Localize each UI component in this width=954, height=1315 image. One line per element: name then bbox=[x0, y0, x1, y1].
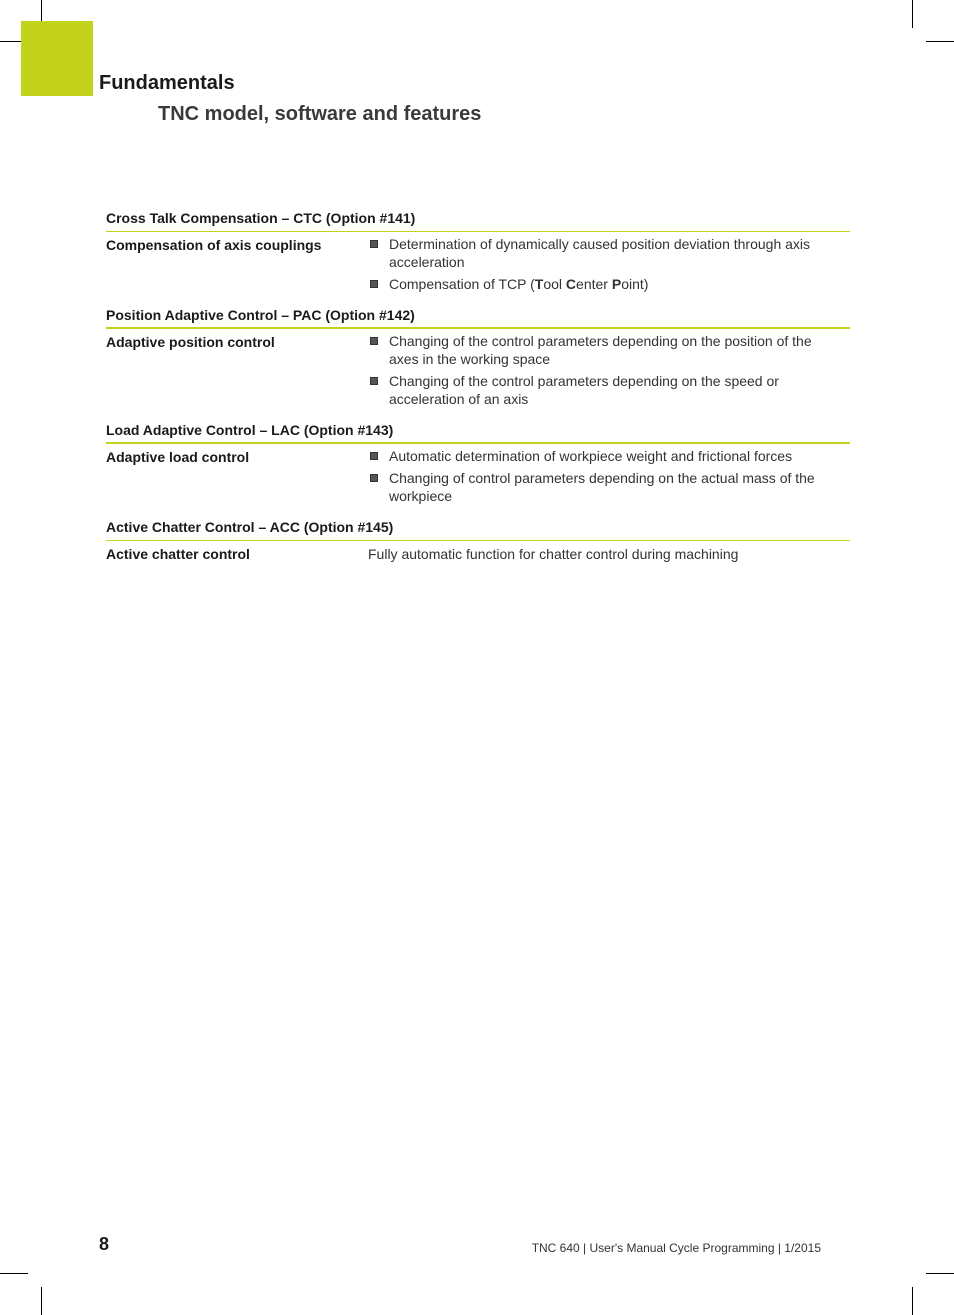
row-label: Active chatter control bbox=[106, 546, 250, 562]
list-item bbox=[368, 235, 850, 271]
bullet-text: Determination of dynamically caused position deviation through axis acceleration bbox=[389, 236, 811, 270]
row-description bbox=[368, 447, 850, 509]
word-rest: ool bbox=[543, 276, 566, 292]
word-rest: oint) bbox=[621, 276, 649, 292]
page-number: 8 bbox=[99, 1234, 110, 1254]
square-bullet-icon bbox=[370, 337, 378, 345]
square-bullet-icon bbox=[370, 377, 378, 385]
option-group-acc bbox=[106, 517, 850, 572]
group-header: Position Adaptive Control – PAC (Option #142) bbox=[106, 305, 850, 329]
crop-mark-bottom-left-vertical bbox=[41, 1287, 42, 1315]
group-header: Load Adaptive Control – LAC (Option #143) bbox=[106, 420, 850, 444]
bullet-text: Automatic determination of workpiece weight and frictional forces bbox=[389, 448, 793, 464]
row-label: Compensation of axis couplings bbox=[106, 237, 322, 253]
acronym-letter: C bbox=[565, 276, 577, 292]
word-rest: enter bbox=[576, 276, 612, 292]
square-bullet-icon bbox=[370, 280, 378, 288]
bullet-text: Changing of control parameters depending on the actual mass of the workpiece bbox=[389, 470, 815, 504]
square-bullet-icon bbox=[370, 240, 378, 248]
chapter-title: Fundamentals bbox=[99, 72, 235, 94]
bullet-text: Changing of the control parameters depending on the position of the axes in the working space bbox=[389, 333, 812, 367]
group-header: Active Chatter Control – ACC (Option #145) bbox=[106, 517, 850, 541]
row-description bbox=[368, 235, 850, 297]
crop-mark-top-right-horizontal bbox=[926, 41, 954, 42]
chapter-color-tab bbox=[21, 21, 93, 96]
section-title: TNC model, software and features bbox=[158, 103, 482, 125]
crop-mark-bottom-right-horizontal bbox=[926, 1273, 954, 1274]
acronym-letter: T bbox=[534, 276, 544, 292]
option-group-ctc bbox=[106, 208, 850, 297]
list-item bbox=[368, 447, 850, 465]
row-label: Adaptive position control bbox=[106, 334, 275, 350]
bullet-text: Changing of the control parameters depending on the speed or acceleration of an axis bbox=[389, 373, 779, 407]
square-bullet-icon bbox=[370, 474, 378, 482]
group-header: Cross Talk Compensation – CTC (Option #141) bbox=[106, 208, 850, 232]
table-row bbox=[106, 232, 850, 297]
list-item bbox=[368, 275, 850, 293]
bullet-text-prefix: Compensation of TCP ( bbox=[389, 276, 535, 292]
crop-mark-bottom-right-vertical bbox=[912, 1287, 913, 1315]
acronym-letter: P bbox=[611, 276, 622, 292]
options-table bbox=[106, 208, 850, 580]
crop-mark-top-right-vertical bbox=[912, 0, 913, 28]
table-row bbox=[106, 541, 850, 572]
row-description bbox=[368, 332, 850, 412]
table-row bbox=[106, 444, 850, 509]
table-row bbox=[106, 329, 850, 412]
square-bullet-icon bbox=[370, 452, 378, 460]
list-item bbox=[368, 469, 850, 505]
list-item bbox=[368, 332, 850, 368]
row-label: Adaptive load control bbox=[106, 449, 250, 465]
option-group-lac bbox=[106, 420, 850, 509]
row-description: Fully automatic function for chatter control during machining bbox=[368, 546, 739, 562]
crop-mark-bottom-left-horizontal bbox=[0, 1273, 28, 1274]
option-group-pac bbox=[106, 305, 850, 412]
list-item bbox=[368, 372, 850, 408]
footer-text: TNC 640 | User's Manual Cycle Programming | 1/2015 bbox=[531, 1241, 821, 1255]
